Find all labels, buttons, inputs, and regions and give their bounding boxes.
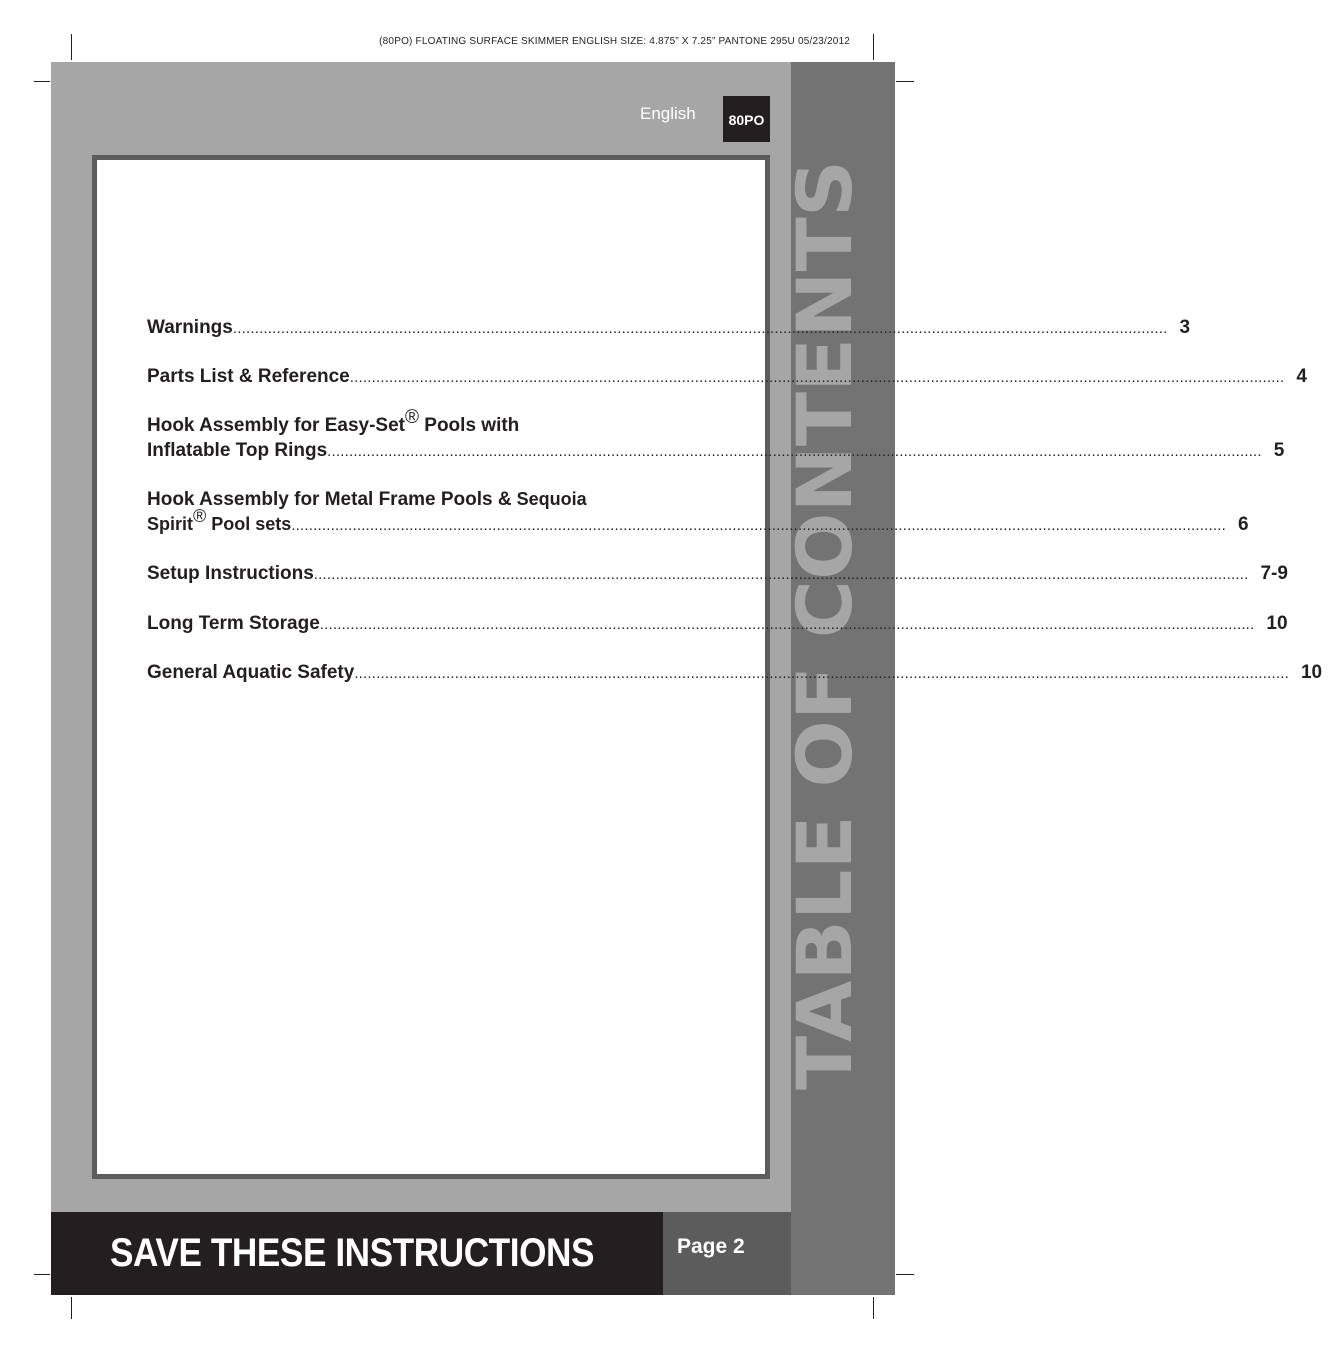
toc-page-number: 5 <box>1273 440 1285 461</box>
toc-page-number: 10 <box>1300 662 1323 683</box>
toc-label-line1: Hook Assembly for Easy-Set® Pools with <box>147 407 520 436</box>
toc-label: Long Term Storage <box>147 613 320 634</box>
vertical-title-text: TABLE OF CONTENTS <box>780 199 869 1090</box>
toc-entry-parts-list <box>147 364 1307 390</box>
toc-page-number: 6 <box>1237 514 1249 535</box>
toc-label: Parts List & Reference <box>147 366 350 387</box>
toc-entry-aquatic-safety <box>147 660 1323 686</box>
registered-mark: ® <box>405 407 419 428</box>
crop-mark <box>896 1274 914 1275</box>
toc-label: General Aquatic Safety <box>147 662 355 683</box>
toc-label: Setup Instructions <box>147 563 314 584</box>
language-label: English <box>640 104 696 123</box>
leader-dots <box>320 612 1255 637</box>
toc-entry-setup <box>147 561 1288 587</box>
toc-label-line1: Hook Assembly for Metal Frame Pools & Sequoia <box>147 489 587 510</box>
toc-label: Warnings <box>147 317 233 338</box>
toc-entry-hook-easy-set <box>147 407 1285 464</box>
crop-mark <box>34 81 50 82</box>
toc-page-number: 4 <box>1296 366 1307 387</box>
toc-page-number: 3 <box>1179 317 1191 338</box>
crop-mark <box>896 81 914 82</box>
registered-mark: ® <box>193 506 207 526</box>
page-number-label: Page 2 <box>677 1235 745 1258</box>
toc-label: Inflatable Top Rings <box>147 440 328 461</box>
model-code-badge: 80PO <box>723 96 770 142</box>
leader-dots <box>354 661 1289 686</box>
leader-dots <box>327 439 1262 464</box>
crop-mark <box>71 1297 72 1319</box>
leader-dots <box>314 562 1249 587</box>
toc-page-number: 7-9 <box>1260 563 1288 584</box>
leader-dots <box>350 365 1285 390</box>
toc-entry-warnings <box>147 315 1191 341</box>
print-spec-line: (80PO) FLOATING SURFACE SKIMMER ENGLISH SIZE: 4.875” X 7.25” PANTONE 295U 05/23/2012 <box>379 36 850 47</box>
leader-dots <box>233 316 1168 341</box>
toc-entry-storage <box>147 611 1288 637</box>
crop-mark <box>873 34 874 60</box>
toc-label: Spirit® Pool sets <box>147 506 292 534</box>
footer-title: SAVE THESE INSTRUCTIONS <box>110 1231 595 1275</box>
crop-mark <box>873 1297 874 1319</box>
leader-dots <box>291 513 1226 538</box>
toc-page-number: 10 <box>1266 613 1288 634</box>
toc-entry-hook-metal-frame <box>147 487 1249 538</box>
crop-mark <box>34 1274 50 1275</box>
